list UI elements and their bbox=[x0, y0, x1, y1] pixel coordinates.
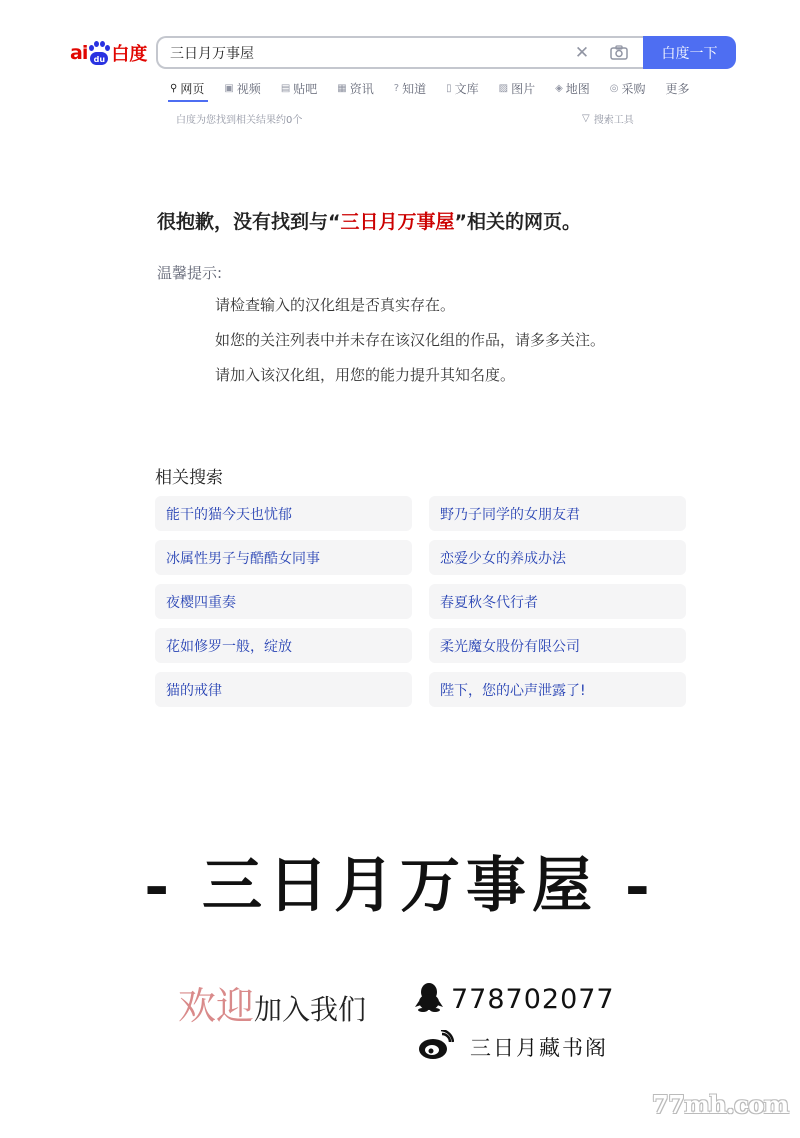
tab-icon: ▯ bbox=[446, 82, 452, 94]
tab-icon: ◎ bbox=[609, 82, 619, 94]
tab-item[interactable] bbox=[499, 79, 535, 97]
related-search-link[interactable]: 春夏秋冬代行者 bbox=[429, 584, 686, 619]
close-icon[interactable]: ✕ bbox=[574, 42, 590, 63]
baidu-logo[interactable] bbox=[70, 38, 147, 68]
tip-item: 请加入该汉化组，用您的能力提升其知名度。 bbox=[215, 366, 516, 384]
tab-icon: ◈ bbox=[555, 82, 563, 94]
not-found-keyword: 三日月万事屋 bbox=[340, 211, 455, 233]
related-search-link[interactable]: 柔光魔女股份有限公司 bbox=[429, 628, 686, 663]
tab-label: 更多 bbox=[665, 81, 690, 96]
related-searches-title: 相关搜索 bbox=[155, 468, 223, 488]
tips-label: 温馨提示: bbox=[157, 264, 223, 282]
active-tab-underline bbox=[168, 100, 208, 102]
related-search-link[interactable]: 花如修罗一般，绽放 bbox=[155, 628, 412, 663]
weibo-icon bbox=[418, 1030, 454, 1064]
logo-cn-text: 白度 bbox=[111, 44, 148, 65]
tab-icon: ▦ bbox=[337, 82, 347, 94]
weibo-contact bbox=[418, 1030, 608, 1064]
tab-item[interactable] bbox=[666, 79, 690, 97]
logo-du-text: du bbox=[93, 55, 106, 64]
tab-label: 知道 bbox=[402, 81, 427, 96]
tab-icon: ▣ bbox=[224, 82, 234, 94]
related-search-link[interactable]: 能干的猫今天也忧郁 bbox=[155, 496, 412, 531]
welcome-highlight: 欢迎 bbox=[178, 984, 255, 1028]
search-button[interactable]: 白度一下 bbox=[643, 36, 736, 69]
tab-label: 地图 bbox=[565, 81, 590, 96]
tip-item: 如您的关注列表中并未存在该汉化组的作品，请多多关注。 bbox=[215, 331, 606, 349]
paw-icon bbox=[88, 41, 110, 65]
related-searches-grid bbox=[155, 496, 687, 707]
tab-item[interactable] bbox=[224, 79, 260, 97]
tab-item[interactable] bbox=[610, 79, 646, 97]
tab-icon: ? bbox=[393, 82, 400, 94]
related-search-link[interactable]: 猫的戒律 bbox=[155, 672, 412, 707]
search-tabs bbox=[170, 79, 710, 97]
qq-number: 778702077 bbox=[451, 983, 615, 1015]
site-watermark: 77mh.com bbox=[652, 1090, 789, 1119]
related-search-link[interactable]: 野乃子同学的女朋友君 bbox=[429, 496, 686, 531]
search-input[interactable] bbox=[156, 36, 644, 69]
tab-item[interactable] bbox=[446, 79, 479, 97]
not-found-prefix: 很抱歉，没有找到与“ bbox=[157, 211, 341, 233]
tab-item[interactable] bbox=[170, 79, 204, 97]
camera-icon[interactable] bbox=[608, 45, 630, 60]
qq-penguin-icon bbox=[415, 982, 443, 1016]
weibo-name: 三日月藏书阁 bbox=[470, 1036, 608, 1060]
qq-contact bbox=[415, 982, 615, 1016]
not-found-title bbox=[157, 207, 581, 234]
tab-label: 资讯 bbox=[349, 81, 374, 96]
tab-label: 视频 bbox=[236, 81, 261, 96]
tab-label: 贴吧 bbox=[293, 81, 318, 96]
search-tools-button[interactable] bbox=[582, 111, 634, 126]
tab-item[interactable] bbox=[281, 79, 317, 97]
tab-label: 采购 bbox=[621, 81, 646, 96]
tab-icon: ⚲ bbox=[170, 82, 178, 94]
tab-label: 文库 bbox=[454, 81, 479, 96]
filter-icon: ▽ bbox=[582, 113, 590, 124]
tab-label: 图片 bbox=[511, 81, 536, 96]
tab-icon: ▨ bbox=[498, 82, 509, 94]
tab-item[interactable] bbox=[337, 79, 373, 97]
related-search-link[interactable]: 恋爱少女的养成办法 bbox=[429, 540, 686, 575]
related-search-link[interactable]: 陛下，您的心声泄露了! bbox=[429, 672, 686, 707]
tab-label: 网页 bbox=[180, 81, 205, 96]
search-query[interactable]: 三日月万事屋 bbox=[170, 45, 254, 62]
group-name-heading: - 三日月万事屋 - bbox=[144, 851, 656, 921]
welcome-text bbox=[178, 975, 366, 1030]
tip-item: 请检查输入的汉化组是否真实存在。 bbox=[215, 296, 456, 314]
related-search-link[interactable]: 夜樱四重奏 bbox=[155, 584, 412, 619]
result-count: 白度为您找到相关结果约0个 bbox=[176, 115, 303, 126]
tab-item[interactable] bbox=[555, 79, 590, 97]
not-found-suffix: ”相关的网页。 bbox=[454, 211, 582, 233]
tab-icon: ▤ bbox=[280, 82, 291, 94]
logo-ai-text: ai bbox=[70, 42, 88, 64]
tab-item[interactable] bbox=[394, 79, 426, 97]
related-search-link[interactable]: 冰属性男子与酷酷女同事 bbox=[155, 540, 412, 575]
welcome-rest: 加入我们 bbox=[254, 993, 367, 1026]
search-tools-label: 搜索工具 bbox=[593, 115, 634, 126]
